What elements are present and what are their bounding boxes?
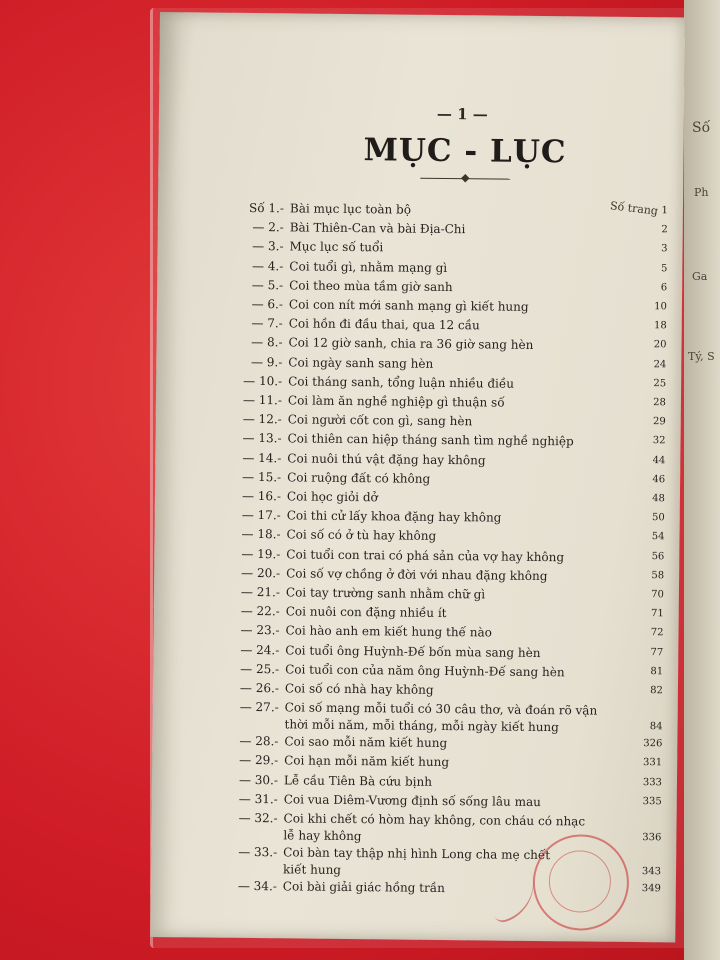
toc-entry-page: 3 xyxy=(661,243,668,255)
toc-entry-page: 70 xyxy=(651,589,664,601)
toc-entry-title: Coi tuổi con trai có phá sản của vợ hay không xyxy=(286,546,565,564)
toc-entry-number: — 13.- xyxy=(242,431,282,446)
toc-entry-page: 333 xyxy=(642,776,663,788)
toc-entry-number: — 29.- xyxy=(239,753,279,768)
toc-entry-number: — 19.- xyxy=(241,546,281,561)
toc-entry-number: — 20.- xyxy=(241,565,281,581)
toc-entry-page: 44 xyxy=(652,454,666,466)
toc-entry-title: Bài mục lục toàn bộ xyxy=(289,201,412,217)
facing-page-fragment: Số xyxy=(692,120,711,136)
toc-entry-title: Coi con nít mới sanh mạng gì kiết hung xyxy=(288,297,529,314)
toc-entry-title: Coi thi cử lấy khoa đặng hay không xyxy=(286,508,502,525)
toc-entry-title: Coi ruộng đất có không xyxy=(287,470,431,486)
toc-entry-title: Coi người cốt con gì, sang hèn xyxy=(287,412,473,429)
facing-page-fragment: Ga xyxy=(692,270,708,283)
toc-entry-title: Coi làm ăn nghề nghiệp gì thuận số xyxy=(287,393,505,410)
toc-entry-page: 72 xyxy=(650,627,664,639)
toc-entry-page: 29 xyxy=(652,416,666,428)
toc-entry-number: — 9.- xyxy=(250,354,283,369)
toc-entry-page: 50 xyxy=(651,512,665,524)
toc-entry-page: 25 xyxy=(653,377,667,390)
toc-entry-title: Mục lục số tuổi xyxy=(289,239,384,255)
toc-entry-title: Coi bài giải giác hồng trần xyxy=(282,879,445,896)
toc-entry-title: Coi thiên can hiệp tháng sanh tìm nghề nghiệp xyxy=(287,431,574,449)
toc-entry-page: 84 xyxy=(649,721,663,733)
toc-entry-number: — 24.- xyxy=(240,642,280,657)
toc-entry-page: 326 xyxy=(643,738,663,750)
toc-entry-page: 336 xyxy=(642,832,662,844)
toc-entry-page: 6 xyxy=(660,282,668,294)
toc-entry-title: Coi số có ở tù hay không xyxy=(286,527,437,544)
toc-entry-page: 10 xyxy=(654,301,667,313)
toc-entry-number: — 33.- xyxy=(238,844,278,860)
toc-entry-title: Coi tuổi ông Huỳnh-Đế bốn mùa sang hèn xyxy=(285,642,541,660)
toc-entry-number: — 30.- xyxy=(238,772,279,787)
toc-entry-number: — 18.- xyxy=(241,527,281,542)
book-page xyxy=(150,12,685,942)
toc-entry-title-continued: kiết hung xyxy=(282,862,342,877)
toc-entry-title-continued: thời mỗi năm, mỗi tháng, mỗi ngày kiết hung xyxy=(284,717,559,735)
toc-entry-page: 5 xyxy=(660,262,668,274)
toc-entry-number: — 10.- xyxy=(243,373,283,389)
toc-entry-page: 331 xyxy=(643,757,663,769)
toc-entry-title: Coi hào anh em kiết hung thế nào xyxy=(285,623,492,640)
toc-entry-title: Coi số mạng mỗi tuổi có 30 câu thơ, và đoán rõ vận xyxy=(284,700,598,718)
toc-entry-title: Lễ cầu Tiên Bà cứu bịnh xyxy=(283,772,433,789)
toc-entry-title: Bài Thiên-Can và bài Địa-Chi xyxy=(289,220,466,237)
toc-entry-number: — 3.- xyxy=(252,239,284,254)
toc-entry-page: 71 xyxy=(650,608,664,620)
toc-entry-number: — 4.- xyxy=(251,258,284,273)
toc-entry xyxy=(225,810,665,844)
toc-entry-title: Coi theo mùa tầm giờ sanh xyxy=(289,278,453,294)
toc-entry-page: 349 xyxy=(641,883,661,895)
toc-entry-page: 335 xyxy=(642,795,662,808)
table-of-contents xyxy=(150,12,685,942)
toc-entry-page: 24 xyxy=(653,358,667,370)
toc-entry-number: — 28.- xyxy=(239,734,279,749)
toc-entry-page: 81 xyxy=(650,665,664,678)
page-number: — 1 — xyxy=(436,104,488,124)
toc-entry-page: 58 xyxy=(651,569,665,582)
toc-entry-title: Coi số vợ chồng ở đời với nhau đặng không xyxy=(286,566,548,583)
toc-entry-page: 46 xyxy=(652,473,666,486)
toc-entry-title: Coi tuổi con của năm ông Huỳnh-Đế sang hèn xyxy=(285,662,565,680)
toc-entry-number: — 12.- xyxy=(242,412,282,427)
toc-entry-page: 28 xyxy=(653,397,666,409)
toc-entry-number: — 21.- xyxy=(240,584,281,600)
toc-entry-title: Coi tháng sanh, tổng luận nhiều điều xyxy=(288,374,515,391)
toc-entry-title: Coi học giỏi dở xyxy=(286,489,378,505)
toc-entry-page: 18 xyxy=(653,320,667,332)
toc-entry-number: — 17.- xyxy=(241,508,281,523)
toc-entry-number: — 11.- xyxy=(242,392,283,408)
toc-entry-title: Coi hồn đi đầu thai, qua 12 cầu xyxy=(288,316,480,333)
toc-entry-number: — 34.- xyxy=(237,878,277,894)
toc-entry-page: 48 xyxy=(652,493,665,505)
toc-entry-page: 56 xyxy=(651,550,665,562)
toc-entry-number: — 7.- xyxy=(251,316,283,331)
toc-entry-number: — 8.- xyxy=(251,335,283,350)
toc-entry-page: 54 xyxy=(651,531,665,543)
toc-entry-title: Coi khi chết có hòm hay không, con cháu có nhạc xyxy=(283,811,586,829)
toc-entry-page: 2 xyxy=(661,224,668,236)
toc-entry-number: — 25.- xyxy=(240,661,280,677)
toc-entry-number: — 23.- xyxy=(240,623,280,638)
toc-entry-number: — 16.- xyxy=(241,488,282,504)
toc-entry-title: Coi nuôi thú vật đặng hay không xyxy=(287,450,486,468)
toc-entry-number: — 31.- xyxy=(238,791,278,807)
toc-entry-title: Coi hạn mỗi năm kiết hung xyxy=(284,753,450,770)
page-title: MỤC - LỤC xyxy=(363,132,567,171)
toc-entry-number: — 14.- xyxy=(242,450,282,465)
toc-entry-number: Số 1.- xyxy=(248,200,285,216)
toc-entry-page: 77 xyxy=(650,646,664,658)
toc-entry-page: 82 xyxy=(650,685,663,697)
toc-entry-number: — 27.- xyxy=(239,700,279,715)
toc-entry-title: Coi bàn tay thập nhị hình Long cha mẹ chết xyxy=(283,845,551,863)
toc-entry-number: — 32.- xyxy=(238,810,278,826)
toc-entry-title-continued: lễ hay không xyxy=(283,828,362,844)
toc-entry-number: — 2.- xyxy=(252,220,284,235)
toc-entry-page: 1 xyxy=(661,205,669,217)
toc-entry-number: — 22.- xyxy=(240,604,280,619)
toc-entry-page: 32 xyxy=(652,435,666,447)
toc-entry-title: Coi số có nhà hay không xyxy=(284,681,434,697)
page-column-header: Số trang xyxy=(609,199,659,218)
toc-entry-number: — 5.- xyxy=(251,277,284,293)
toc-entry-title: Coi sao mỗi năm kiết hung xyxy=(284,734,448,751)
facing-page-fragment: Ph xyxy=(694,186,709,199)
toc-entry-title: Coi nuôi con đặng nhiều ít xyxy=(285,604,447,621)
toc-entry-title: Coi ngày sanh sang hèn xyxy=(288,354,434,371)
toc-entry-number: — 26.- xyxy=(239,680,279,696)
facing-page xyxy=(684,0,720,960)
toc-entry-page: 343 xyxy=(641,866,662,878)
toc-entry-title: Coi tuổi gì, nhằm mạng gì xyxy=(289,258,448,275)
ink-stamp xyxy=(532,834,629,931)
toc-entry-title: Coi vua Diêm-Vương định số sống lâu mau xyxy=(283,792,541,809)
facing-page-fragment: Tý, S xyxy=(688,350,715,363)
toc-entry-number: — 6.- xyxy=(251,296,284,312)
toc-entry-title: Coi 12 giờ sanh, chia ra 36 giờ sang hèn xyxy=(288,335,534,353)
toc-entry-number: — 15.- xyxy=(242,469,282,485)
toc-entry-title: Coi tay trường sanh nhằm chữ gì xyxy=(285,585,486,602)
toc-entry xyxy=(227,700,667,735)
toc-entry-page: 20 xyxy=(653,339,667,351)
